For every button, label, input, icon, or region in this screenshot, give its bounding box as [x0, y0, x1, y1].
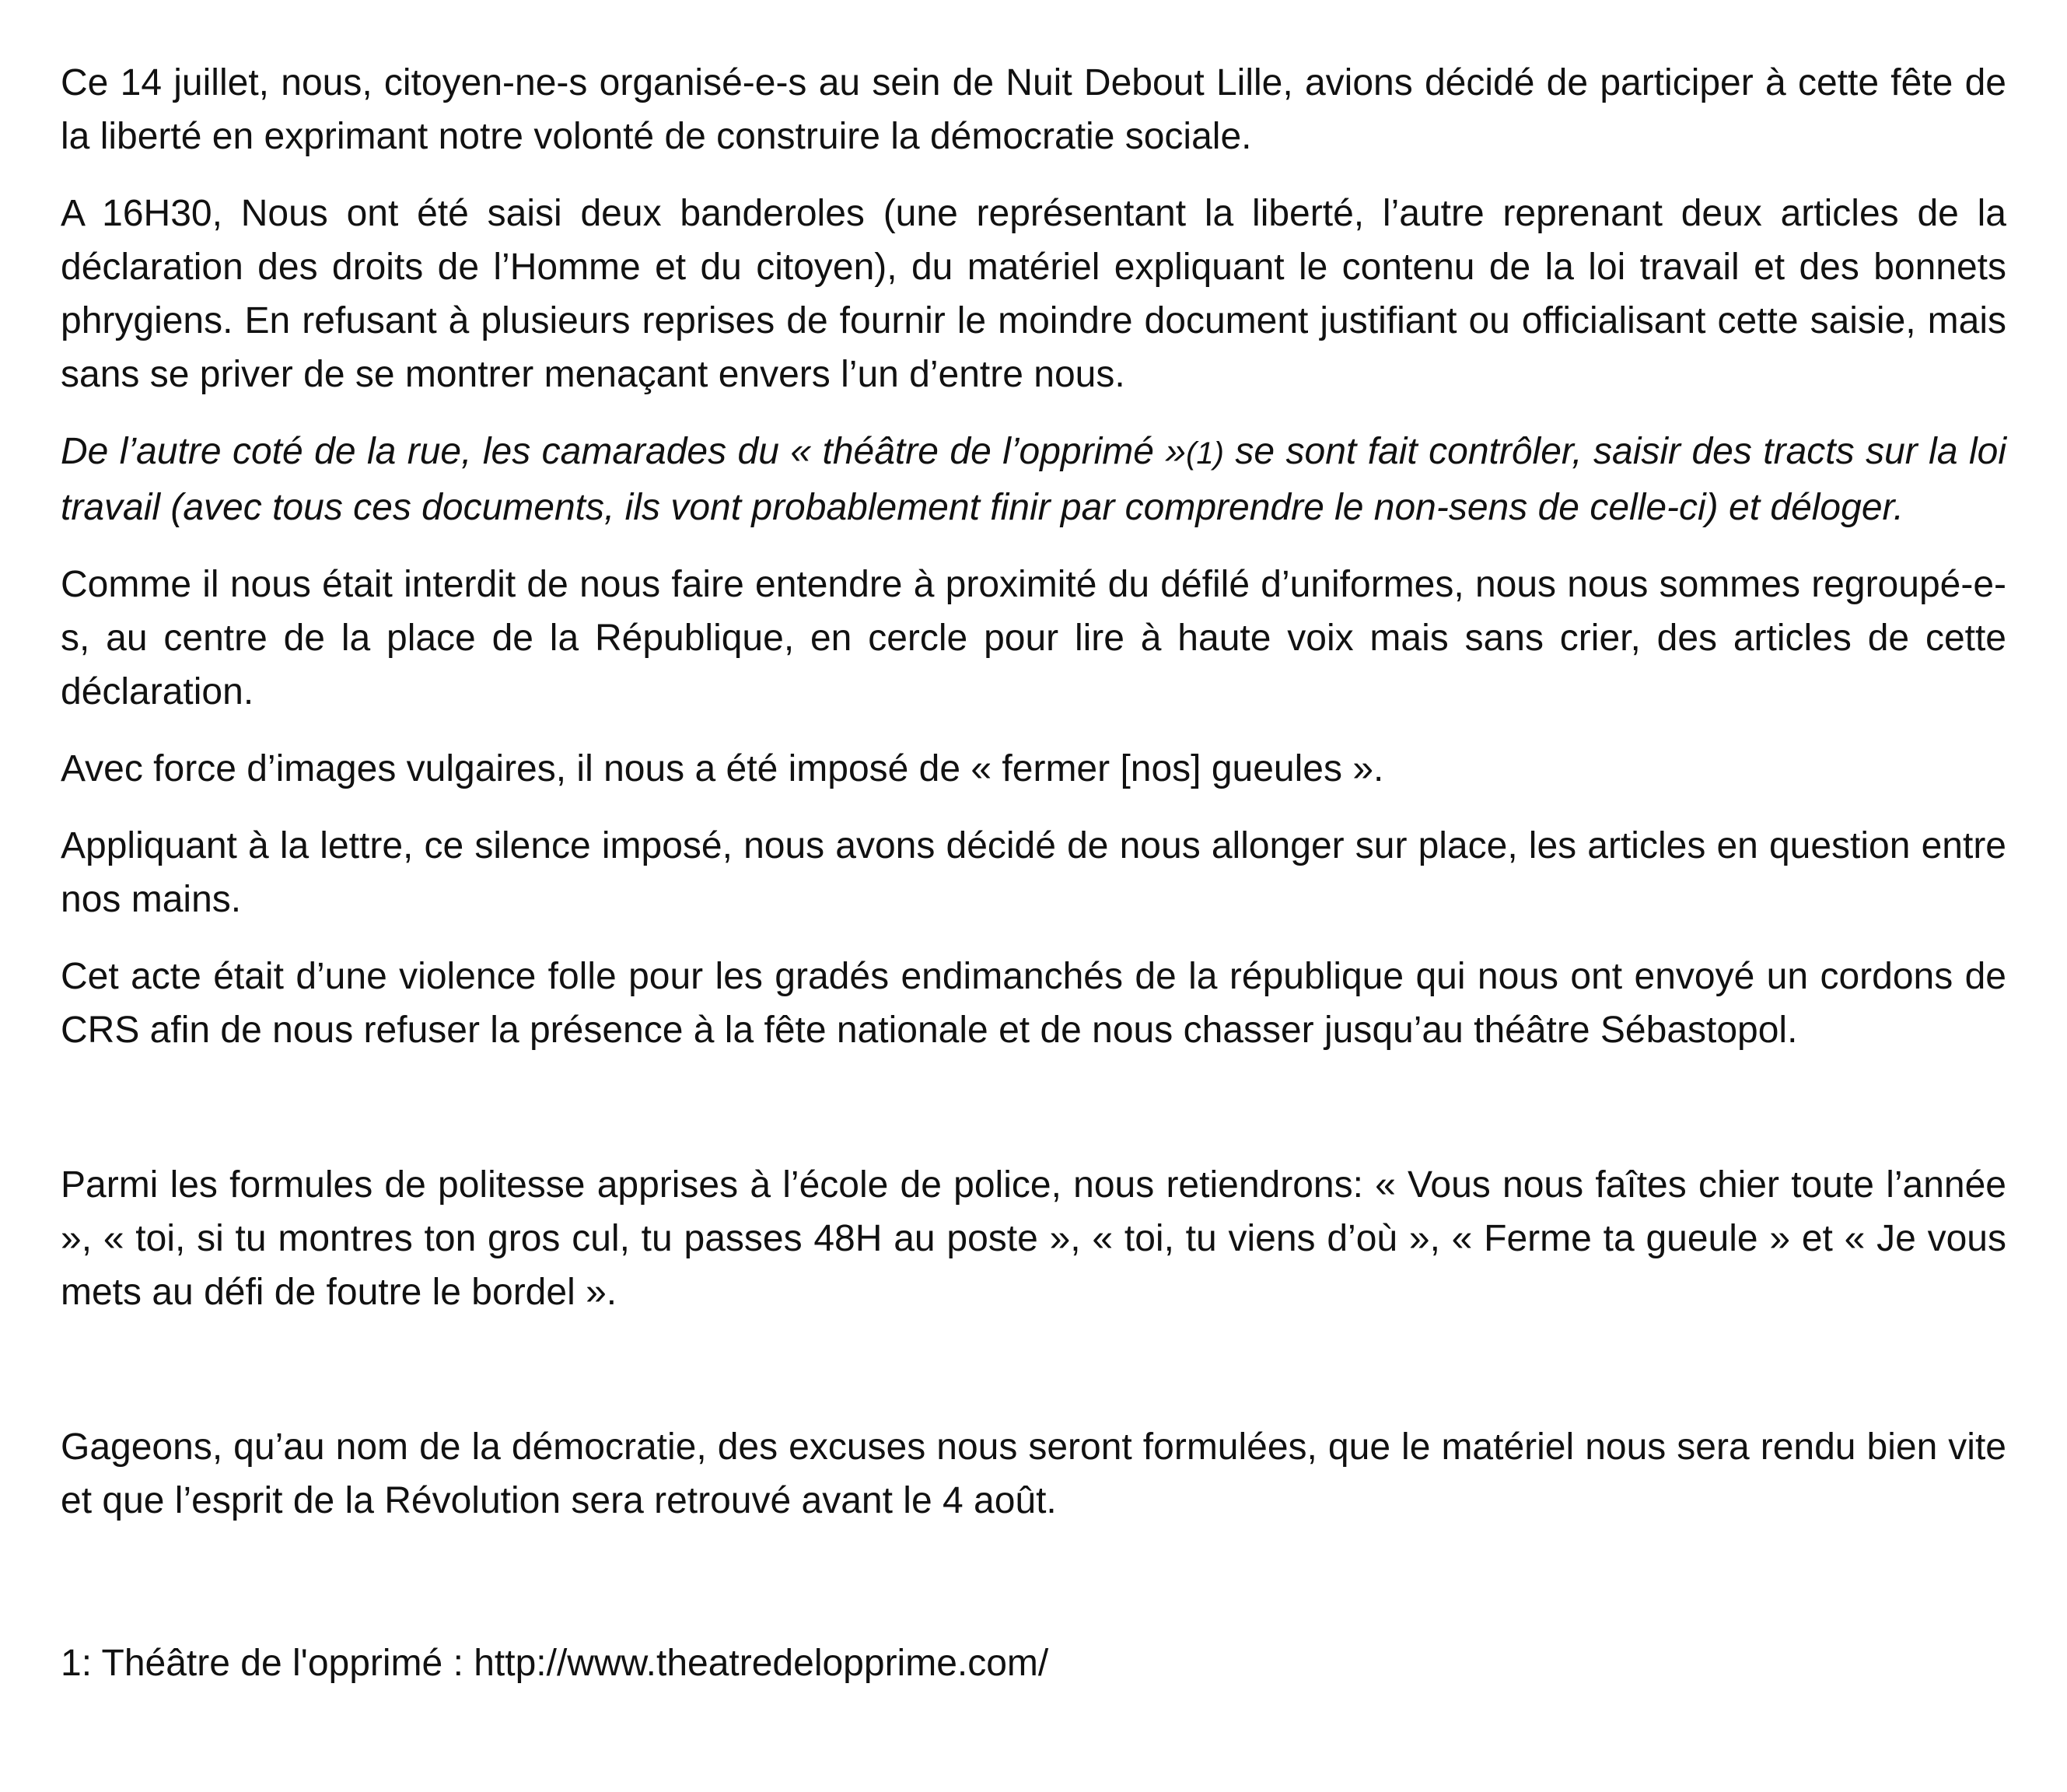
paragraph-theatre [61, 425, 2006, 534]
paragraph-crs: Cet acte était d’une violence folle pour les gradés endimanchés de la république qui nous ont envoyé un cordons de CRS afin de nous refuser la présence à la fête nationale et de nous chasser jusqu’au théâtre Sébastopol. [61, 956, 2006, 1051]
footnote [61, 1636, 2006, 1690]
paragraph-seizure: A 16H30, Nous ont été saisi deux banderoles (une représentant la liberté, l’autre reprenant deux articles de la déclaration des droits de l’Homme et du citoyen), du matériel expliquant le contenu de la loi travail et des bonnets phrygiens. En refusant à plusieurs reprises de fournir le moindre document justifiant ou officialisant cette saisie, mais sans se priver de se montrer menaçant envers l’un d’entre nous. [61, 193, 2006, 395]
paragraph-theatre-text-end: se sont fait contrôler, saisir des tracts sur la loi travail (avec tous ces documents, ils vont probablement finir par comprendre le non-sens de celle-ci) et déloger. [61, 431, 2007, 528]
paragraph-vulgar-images: Avec force d’images vulgaires, il nous a été imposé de « fermer [nos] gueules ». [61, 748, 1384, 789]
paragraph-police-formulas: Parmi les formules de politesse apprises à l’école de police, nous retiendrons: « Vous nous faîtes chier toute l’année », « toi, si tu montres ton gros cul, tu passes 48H au poste », « toi, tu viens d’où », « Ferme ta gueule » et « Je vous mets au défi de foutre le bordel ». [61, 1164, 2006, 1313]
footnote-reference[interactable]: (1) [1186, 436, 1224, 471]
paragraph-regrouping: Comme il nous était interdit de nous faire entendre à proximité du défilé d’uniformes, nous nous sommes regroupé-e-s, au centre de la place de la République, en cercle pour lire à haute voix mais sans crier, des articles de cette déclaration. [61, 564, 2006, 712]
footnote-url[interactable]: http://www.theatredelopprime.com/ [474, 1643, 1049, 1684]
paragraph-theatre-text-start: De l’autre coté de la rue, les camarades du « théâtre de l’opprimé » [61, 431, 1187, 472]
article-body [61, 56, 2006, 1690]
paragraph-silence: Appliquant à la lettre, ce silence imposé, nous avons décidé de nous allonger sur place, les articles en question entre nos mains. [61, 825, 2006, 920]
paragraph-intro: Ce 14 juillet, nous, citoyen-ne-s organisé-e-s au sein de Nuit Debout Lille, avions décidé de participer à cette fête de la liberté en exprimant notre volonté de construire la démocratie sociale. [61, 62, 2006, 157]
footnote-label: 1: Théâtre de l'opprimé : [61, 1643, 474, 1684]
paragraph-closing: Gageons, qu’au nom de la démocratie, des excuses nous seront formulées, que le matériel nous sera rendu bien vite et que l’esprit de la Révolution sera retrouvé avant le 4 août. [61, 1426, 2006, 1521]
